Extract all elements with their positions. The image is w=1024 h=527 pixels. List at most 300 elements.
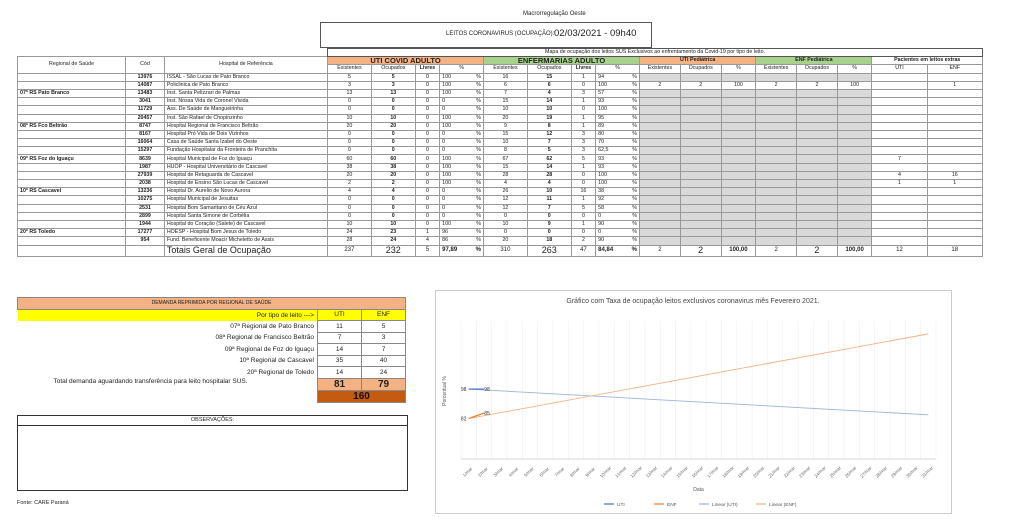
uti-pct-cell xyxy=(440,98,484,106)
extra-enf-cell: 1 xyxy=(927,81,982,89)
table-row xyxy=(18,147,983,155)
x-tick-label: 7/mar xyxy=(553,466,566,478)
regional-cell xyxy=(18,163,126,171)
table-row xyxy=(18,155,983,163)
uti-pct-cell-value: 100 xyxy=(442,163,452,170)
pct-sign: % xyxy=(632,98,638,105)
hospital-cell: Hospital Municipal de Jesuitas xyxy=(164,196,327,204)
ped-cell xyxy=(640,114,681,122)
enf-pct-cell xyxy=(596,237,640,245)
enf-livres-cell: 1 xyxy=(571,220,595,228)
ped-cell xyxy=(680,122,721,130)
col-cod: Cód xyxy=(126,57,165,73)
extra-uti-cell xyxy=(872,106,927,114)
uti-exist-cell: 60 xyxy=(328,155,372,163)
extra-uti-cell xyxy=(872,204,927,212)
enf-pct-cell xyxy=(596,73,640,81)
ped-cell xyxy=(680,229,721,237)
cod-cell: 13976 xyxy=(126,73,165,81)
demanda-title: DEMANDA REPRIMIDA POR REGIONAL DE SAÚDE xyxy=(18,298,406,310)
pct-sign: % xyxy=(476,139,482,146)
demanda-region: 20ª Regional de Toledo xyxy=(247,368,314,376)
uti-ocup-cell: 13 xyxy=(371,89,415,97)
uti-livres-cell: 0 xyxy=(415,212,439,220)
uti-livres-cell: 0 xyxy=(415,204,439,212)
uti-pct-cell xyxy=(440,188,484,196)
extra-enf-cell xyxy=(927,220,982,228)
uti-ocup-cell: 0 xyxy=(371,106,415,114)
enf-ocup-cell: 10 xyxy=(527,188,571,196)
extra-uti-cell xyxy=(872,188,927,196)
enf-pct-cell-value: 58 xyxy=(598,204,605,211)
x-tick-label: 16/mar xyxy=(690,465,705,479)
uti-ocup-cell: 20 xyxy=(371,122,415,130)
uti-exist-cell: 3 xyxy=(328,81,372,89)
title-label: LEITOS CORONAVIRUS (OCUPAÇÃO): xyxy=(446,31,555,37)
enf-ocup-cell: 28 xyxy=(527,171,571,179)
uti-pct-cell-value: 0 xyxy=(442,212,446,219)
cod-cell: 14087 xyxy=(126,81,165,89)
pct-sign: % xyxy=(476,90,482,97)
table-row xyxy=(18,73,983,81)
sub-header: Livres xyxy=(571,65,595,73)
demanda-region: 07ª Regional de Pato Branco xyxy=(230,322,314,330)
enf-ocup-cell: 14 xyxy=(527,163,571,171)
extra-enf-cell xyxy=(927,98,982,106)
hospital-cell: Hospital de Retaguarda de Cascavel xyxy=(164,171,327,179)
total-enf-exist: 310 xyxy=(484,245,528,256)
ped-cell xyxy=(680,114,721,122)
ped-cell xyxy=(680,171,721,179)
total-enf-ocup: 263 xyxy=(527,245,571,256)
uti-pct-cell xyxy=(440,180,484,188)
enf-pct-cell-value: 100 xyxy=(598,81,608,88)
pct-sign: % xyxy=(632,212,638,219)
pct-sign: % xyxy=(476,73,482,80)
enf-livres-cell: 1 xyxy=(571,196,595,204)
enf-exist-cell: 4 xyxy=(484,180,528,188)
extra-uti-cell xyxy=(872,114,927,122)
enf-livres-cell: 1 xyxy=(571,98,595,106)
hospital-cell: Inst. Santa Pelizzari de Palmas xyxy=(164,89,327,97)
uti-exist-cell: 10 xyxy=(328,114,372,122)
total-extra-uti: 12 xyxy=(872,245,927,256)
ped-cell xyxy=(837,204,872,212)
enf-ocup-cell: 11 xyxy=(527,196,571,204)
hospital-cell: Casa de Saúde Santa Izabel do Oeste xyxy=(164,139,327,147)
table-row xyxy=(18,163,983,171)
ped-cell xyxy=(837,106,872,114)
enf-pct-cell xyxy=(596,147,640,155)
table-body xyxy=(18,73,983,245)
table-row xyxy=(18,229,983,237)
ped-cell xyxy=(640,229,681,237)
chart-title: Gráfico com Taxa de ocupação leitos exclusivos coronavirus mês Fevereiro 2021. xyxy=(566,298,820,305)
x-tick-label: 27/mar xyxy=(859,465,873,479)
cod-cell: 13483 xyxy=(126,89,165,97)
extra-uti-cell xyxy=(872,81,927,89)
ped-cell xyxy=(756,204,797,212)
uti-exist-cell: 0 xyxy=(328,139,372,147)
enf-livres-cell: 0 xyxy=(571,212,595,220)
uti-exist-cell: 20 xyxy=(328,122,372,130)
regional-cell: 20ª RS Toledo xyxy=(18,229,126,237)
enf-ocup-cell: 15 xyxy=(527,73,571,81)
cod-cell: 8639 xyxy=(126,155,165,163)
demanda-enf: 3 xyxy=(362,332,406,344)
x-tick-label: 2/mar xyxy=(477,466,489,478)
total-uti-exist: 237 xyxy=(328,245,372,256)
ped-cell xyxy=(756,98,797,106)
data-label: 85 xyxy=(484,411,490,417)
enf-exist-cell: 10 xyxy=(484,139,528,147)
enf-livres-cell: 3 xyxy=(571,130,595,138)
ped-cell xyxy=(837,196,872,204)
observacoes-title: OBSERVAÇÕES: xyxy=(17,415,408,426)
extra-enf-cell xyxy=(927,204,982,212)
enf-pct-cell-value: 100 xyxy=(598,180,608,187)
sub-header: % xyxy=(721,65,756,73)
ped-cell xyxy=(640,196,681,204)
demanda-total-uti: 81 xyxy=(318,378,362,390)
pct-sign: % xyxy=(476,98,482,105)
x-tick-label: 30/mar xyxy=(905,465,919,479)
enf-livres-cell: 5 xyxy=(571,204,595,212)
hospital-cell: Inst. São Rafael de Chopinzinho xyxy=(164,114,327,122)
ped-cell xyxy=(680,163,721,171)
ped-cell xyxy=(640,163,681,171)
ped-cell xyxy=(797,220,838,228)
uti-pct-cell xyxy=(440,237,484,245)
pct-sign: % xyxy=(476,229,482,236)
col-extras: Pacientes em leitos extras xyxy=(872,57,983,65)
hospital-cell: Fund. Beneficente Moacir Micheletto de Assis xyxy=(164,237,327,245)
ped-cell xyxy=(680,106,721,114)
enf-ocup-cell: 62 xyxy=(527,155,571,163)
ped-cell: 2 xyxy=(756,81,797,89)
uti-pct-cell xyxy=(440,73,484,81)
demanda-enf: 5 xyxy=(362,321,406,333)
extra-enf-cell: 16 xyxy=(927,171,982,179)
ped-cell xyxy=(640,220,681,228)
total-enfp-ocup: 2 xyxy=(797,245,838,256)
uti-livres-cell: 0 xyxy=(415,171,439,179)
enf-ocup-cell: 8 xyxy=(527,122,571,130)
enf-pct-cell-value: 0 xyxy=(598,212,602,219)
ped-cell xyxy=(640,212,681,220)
ped-cell xyxy=(721,122,756,130)
uti-pct-cell-value: 100 xyxy=(442,171,452,178)
ped-cell xyxy=(756,122,797,130)
ped-cell xyxy=(797,196,838,204)
sub-header: Livres xyxy=(415,65,439,73)
uti-livres-cell: 1 xyxy=(415,229,439,237)
total-enf-pct: 84,84 xyxy=(598,247,614,253)
ped-cell xyxy=(721,89,756,97)
x-tick-label: 3/mar xyxy=(492,466,505,478)
ped-cell xyxy=(837,220,872,228)
enf-ocup-cell: 4 xyxy=(527,89,571,97)
total-enf-livres: 47 xyxy=(571,245,595,256)
total-uti-pct: 97,89 xyxy=(442,247,458,253)
extra-uti-cell xyxy=(872,163,927,171)
ped-cell xyxy=(756,212,797,220)
table-row xyxy=(18,188,983,196)
regional-cell xyxy=(18,147,126,155)
pct-sign: % xyxy=(631,247,638,253)
total-uti-ocup: 232 xyxy=(371,245,415,256)
hospital-cell: Hospital Bom Samaritano de Céu Azul xyxy=(164,204,327,212)
uti-exist-cell: 5 xyxy=(328,73,372,81)
regional-cell xyxy=(18,98,126,106)
uti-pct-cell xyxy=(440,212,484,220)
enf-pct-cell xyxy=(596,130,640,138)
legend-label: Linear (ENF) xyxy=(769,503,797,508)
ped-cell xyxy=(797,188,838,196)
enf-pct-cell xyxy=(596,114,640,122)
demanda-uti: 11 xyxy=(318,321,362,333)
ped-cell xyxy=(756,229,797,237)
ped-cell xyxy=(640,204,681,212)
ped-cell xyxy=(837,171,872,179)
data-label: 98 xyxy=(460,387,467,394)
enf-pct-cell-value: 38 xyxy=(598,188,605,195)
col-uti-pediatrica: UTI Pediátrica xyxy=(640,57,756,65)
extra-uti-cell xyxy=(872,73,927,81)
enf-pct-cell-value: 93 xyxy=(598,163,605,170)
sub-header: % xyxy=(596,65,640,73)
demanda-uti: 7 xyxy=(318,332,362,344)
ped-cell xyxy=(797,130,838,138)
uti-pct-cell-value: 0 xyxy=(442,204,446,211)
pct-sign: % xyxy=(476,81,482,88)
pct-sign: % xyxy=(632,180,638,187)
cod-cell: 17277 xyxy=(126,229,165,237)
enf-pct-cell xyxy=(596,106,640,114)
ped-cell xyxy=(756,188,797,196)
enf-pct-cell xyxy=(596,139,640,147)
total-uti-livres: 5 xyxy=(415,245,439,256)
col-uti-covid: UTI COVID ADULTO xyxy=(328,57,484,65)
observacoes-box[interactable] xyxy=(17,425,408,491)
pct-sign: % xyxy=(476,196,482,203)
ped-cell xyxy=(756,106,797,114)
uti-ocup-cell: 0 xyxy=(371,204,415,212)
regional-cell xyxy=(18,220,126,228)
uti-livres-cell: 4 xyxy=(415,237,439,245)
ped-cell xyxy=(837,122,872,130)
uti-livres-cell: 0 xyxy=(415,163,439,171)
sub-header: Existentes xyxy=(328,65,372,73)
ped-cell xyxy=(837,73,872,81)
enf-exist-cell: 9 xyxy=(484,122,528,130)
pct-sign: % xyxy=(632,114,638,121)
uti-exist-cell: 28 xyxy=(328,237,372,245)
uti-pct-cell xyxy=(440,130,484,138)
table-row xyxy=(18,139,983,147)
ped-cell xyxy=(721,188,756,196)
table-row xyxy=(18,130,983,138)
ped-cell: 2 xyxy=(797,81,838,89)
uti-ocup-cell: 20 xyxy=(371,171,415,179)
uti-pct-cell-value: 100 xyxy=(442,81,452,88)
enf-pct-cell-value: 100 xyxy=(598,171,608,178)
enf-exist-cell: 26 xyxy=(484,188,528,196)
y-axis-label: Porcentual % xyxy=(442,376,448,406)
hospital-cell: Hospital Santa Simone de Corbélia xyxy=(164,212,327,220)
legend-label: Linear (UTI) xyxy=(712,503,738,508)
uti-pct-cell-value: 0 xyxy=(442,130,446,137)
regional-cell xyxy=(18,180,126,188)
table-row xyxy=(18,171,983,179)
pct-sign: % xyxy=(476,212,482,219)
ped-cell xyxy=(756,73,797,81)
uti-livres-cell: 0 xyxy=(415,114,439,122)
extra-uti-cell: 7 xyxy=(872,155,927,163)
hospital-cell: Hospital de Ensino São Lucas de Cascavel xyxy=(164,180,327,188)
table-row xyxy=(18,98,983,106)
cod-cell: 11729 xyxy=(126,106,165,114)
enf-pct-cell-value: 100 xyxy=(598,106,608,113)
uti-pct-cell-value: 0 xyxy=(442,139,446,146)
uti-livres-cell: 0 xyxy=(415,106,439,114)
ped-cell xyxy=(797,237,838,245)
ped-cell xyxy=(756,89,797,97)
cod-cell: 954 xyxy=(126,237,165,245)
sub-header: ENF xyxy=(927,65,982,73)
cod-cell: 1944 xyxy=(126,220,165,228)
sub-header: UTI xyxy=(872,65,927,73)
col-regional: Regional de Saúde xyxy=(18,57,126,73)
col-enfermarias: ENFERMARIAS ADULTO xyxy=(484,57,640,65)
x-tick-label: 26/mar xyxy=(843,465,858,479)
uti-ocup-cell: 0 xyxy=(371,130,415,138)
table-row xyxy=(18,89,983,97)
demanda-uti: 35 xyxy=(318,355,362,367)
hospital-cell: Inst. Nossa Vida de Coronel Vivida xyxy=(164,98,327,106)
ped-cell xyxy=(756,114,797,122)
uti-pct-cell xyxy=(440,147,484,155)
regional-cell: 10ª RS Cascavel xyxy=(18,188,126,196)
enf-pct-cell xyxy=(596,98,640,106)
x-tick-label: 10/mar xyxy=(598,465,613,479)
ped-cell xyxy=(680,130,721,138)
pct-sign: % xyxy=(632,147,638,154)
regional-cell xyxy=(18,204,126,212)
x-tick-label: 23/mar xyxy=(797,465,812,479)
uti-pct-cell-value: 100 xyxy=(442,90,452,97)
ped-cell xyxy=(680,204,721,212)
hospital-cell: ISSAL - São Lucas de Pato Branco xyxy=(164,73,327,81)
pct-sign: % xyxy=(632,188,638,195)
uti-pct-cell xyxy=(440,196,484,204)
uti-ocup-cell: 2 xyxy=(371,180,415,188)
demanda-row xyxy=(18,367,406,379)
extra-uti-cell xyxy=(872,147,927,155)
enf-pct-cell-value: 0 xyxy=(598,229,602,236)
uti-exist-cell: 4 xyxy=(328,188,372,196)
hospital-cell: Hospital do Coração (Salete) de Cascavel xyxy=(164,220,327,228)
pct-sign: % xyxy=(632,139,638,146)
x-tick-label: 15/mar xyxy=(675,465,689,479)
ped-cell xyxy=(680,139,721,147)
pct-sign: % xyxy=(476,122,482,129)
extra-enf-cell xyxy=(927,229,982,237)
pct-sign: % xyxy=(476,221,482,228)
demanda-uti: 14 xyxy=(318,344,362,356)
extra-enf-cell xyxy=(927,130,982,138)
enf-ocup-cell: 18 xyxy=(527,237,571,245)
ped-cell xyxy=(640,106,681,114)
ped-cell: 2 xyxy=(680,81,721,89)
enf-ocup-cell: 10 xyxy=(527,106,571,114)
extra-enf-cell: 1 xyxy=(927,180,982,188)
extra-enf-cell xyxy=(927,73,982,81)
hospital-cell: Hospital Municipal de Foz do Iguaçu xyxy=(164,155,327,163)
ped-cell xyxy=(837,114,872,122)
enf-pct-cell-value: 95 xyxy=(598,114,605,121)
ped-cell xyxy=(680,147,721,155)
cod-cell: 1987 xyxy=(126,163,165,171)
demanda-enf: 7 xyxy=(362,344,406,356)
table-row xyxy=(18,81,983,89)
x-axis-label: Data xyxy=(693,487,704,493)
ped-cell xyxy=(837,130,872,138)
uti-ocup-cell: 10 xyxy=(371,114,415,122)
ped-cell xyxy=(640,147,681,155)
enf-pct-cell xyxy=(596,196,640,204)
sub-header: % xyxy=(440,65,484,73)
ped-cell xyxy=(721,139,756,147)
enf-livres-cell: 1 xyxy=(571,163,595,171)
enf-pct-cell xyxy=(596,180,640,188)
enf-livres-cell: 5 xyxy=(571,155,595,163)
x-tick-label: 28/mar xyxy=(874,465,889,479)
x-tick-label: 19/mar xyxy=(736,465,751,479)
ped-cell xyxy=(640,89,681,97)
uti-livres-cell: 0 xyxy=(415,155,439,163)
cod-cell: 8167 xyxy=(126,130,165,138)
enf-livres-cell: 0 xyxy=(571,180,595,188)
uti-pct-cell xyxy=(440,114,484,122)
table-row xyxy=(18,122,983,130)
uti-pct-cell-value: 0 xyxy=(442,106,446,113)
ped-cell: 2 xyxy=(640,81,681,89)
ped-cell xyxy=(756,155,797,163)
demanda-total-label: Total demanda aguardando transferência para leito hospitalar SUS. xyxy=(53,378,248,385)
totals-row xyxy=(18,245,983,256)
extra-enf-cell xyxy=(927,114,982,122)
pct-sign: % xyxy=(476,188,482,195)
ped-cell xyxy=(797,171,838,179)
uti-pct-cell xyxy=(440,171,484,179)
uti-pct-cell-value: 0 xyxy=(442,98,446,105)
extra-uti-cell xyxy=(872,220,927,228)
extra-enf-cell xyxy=(927,147,982,155)
uti-livres-cell: 0 xyxy=(415,188,439,196)
regional-cell xyxy=(18,237,126,245)
enf-exist-cell: 67 xyxy=(484,155,528,163)
enf-exist-cell: 0 xyxy=(484,229,528,237)
title-datetime: 02/03/2021 - 09h40 xyxy=(554,28,637,39)
enf-ocup-cell: 12 xyxy=(527,130,571,138)
uti-pct-cell xyxy=(440,220,484,228)
cod-cell: 13236 xyxy=(126,188,165,196)
ped-cell xyxy=(680,237,721,245)
ped-cell xyxy=(721,237,756,245)
uti-ocup-cell: 0 xyxy=(371,196,415,204)
x-tick-label: 24/mar xyxy=(813,465,827,479)
